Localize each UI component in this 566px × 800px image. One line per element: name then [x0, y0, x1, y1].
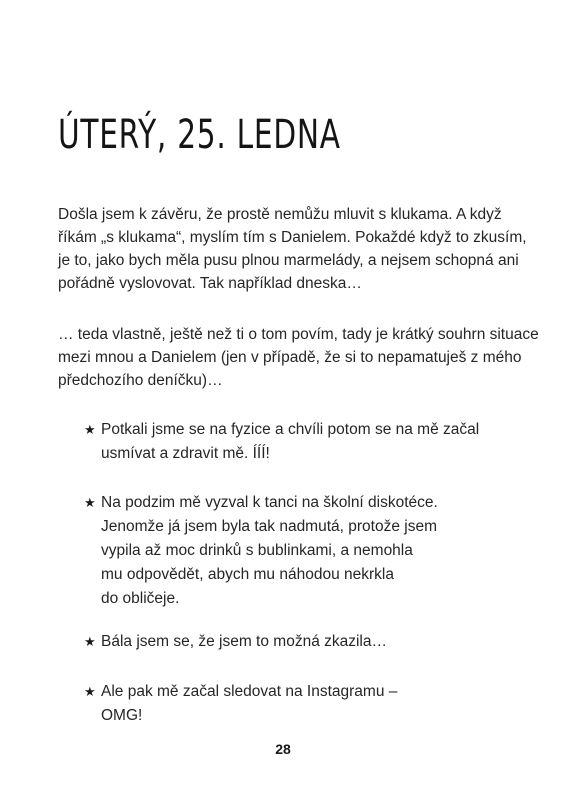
list-item-text — [101, 680, 397, 728]
list-item-line: usmívat a zdravit mě. ÍÍÍ! — [101, 445, 270, 462]
star-icon: ★ — [84, 495, 96, 510]
list-item-line: Na podzim mě vyzval k tanci na školní diskotéce. — [101, 494, 438, 511]
paragraph-line: říkám „s klukama“, myslím tím s Danielem. Pokaždé když to zkusím, — [58, 229, 527, 246]
paragraph-line: pořádně vyslovovat. Tak například dneska… — [58, 275, 362, 292]
paragraph-line: předchozího deníčku)… — [58, 372, 223, 389]
star-icon: ★ — [84, 422, 96, 437]
paragraph-line: mezi mnou a Danielem (jen v případě, že si to nepamatuješ z mého — [58, 349, 522, 366]
list-item-text — [101, 491, 438, 611]
list-item-text — [101, 418, 479, 466]
paragraph-line: je to, jako bych měla pusu plnou marmelády, a nejsem schopná ani — [58, 252, 519, 269]
list-item — [84, 680, 397, 728]
list-item-line: vypila až moc drinků s bublinkami, a nemohla — [101, 542, 413, 559]
intro-paragraph — [58, 203, 527, 295]
list-item-line: mu odpovědět, abych mu náhodou nekrkla — [101, 566, 394, 583]
summary-paragraph — [58, 323, 539, 392]
diary-entry-heading: ÚTERÝ, 25. LEDNA — [58, 112, 341, 158]
list-item-line: Bála jsem se, že jsem to možná zkazila… — [101, 633, 387, 650]
list-item — [84, 418, 479, 466]
list-item-line: Potkali jsme se na fyzice a chvíli potom se na mě začal — [101, 421, 480, 438]
paragraph-line: Došla jsem k závěru, že prostě nemůžu mluvit s klukama. A když — [58, 206, 502, 223]
paragraph-line: … teda vlastně, ještě než ti o tom povím, tady je krátký souhrn situace — [58, 326, 539, 343]
list-item-text — [101, 630, 387, 654]
list-item — [84, 491, 438, 611]
page-number: 28 — [275, 741, 291, 757]
list-item-line: OMG! — [101, 707, 143, 724]
star-icon: ★ — [84, 684, 96, 699]
list-item — [84, 630, 387, 654]
list-item-line: Ale pak mě začal sledovat na Instagramu – — [101, 683, 398, 700]
list-item-line: Jenomže já jsem byla tak nadmutá, protože jsem — [101, 518, 437, 535]
list-item-line: do obličeje. — [101, 590, 180, 607]
star-icon: ★ — [84, 634, 96, 649]
